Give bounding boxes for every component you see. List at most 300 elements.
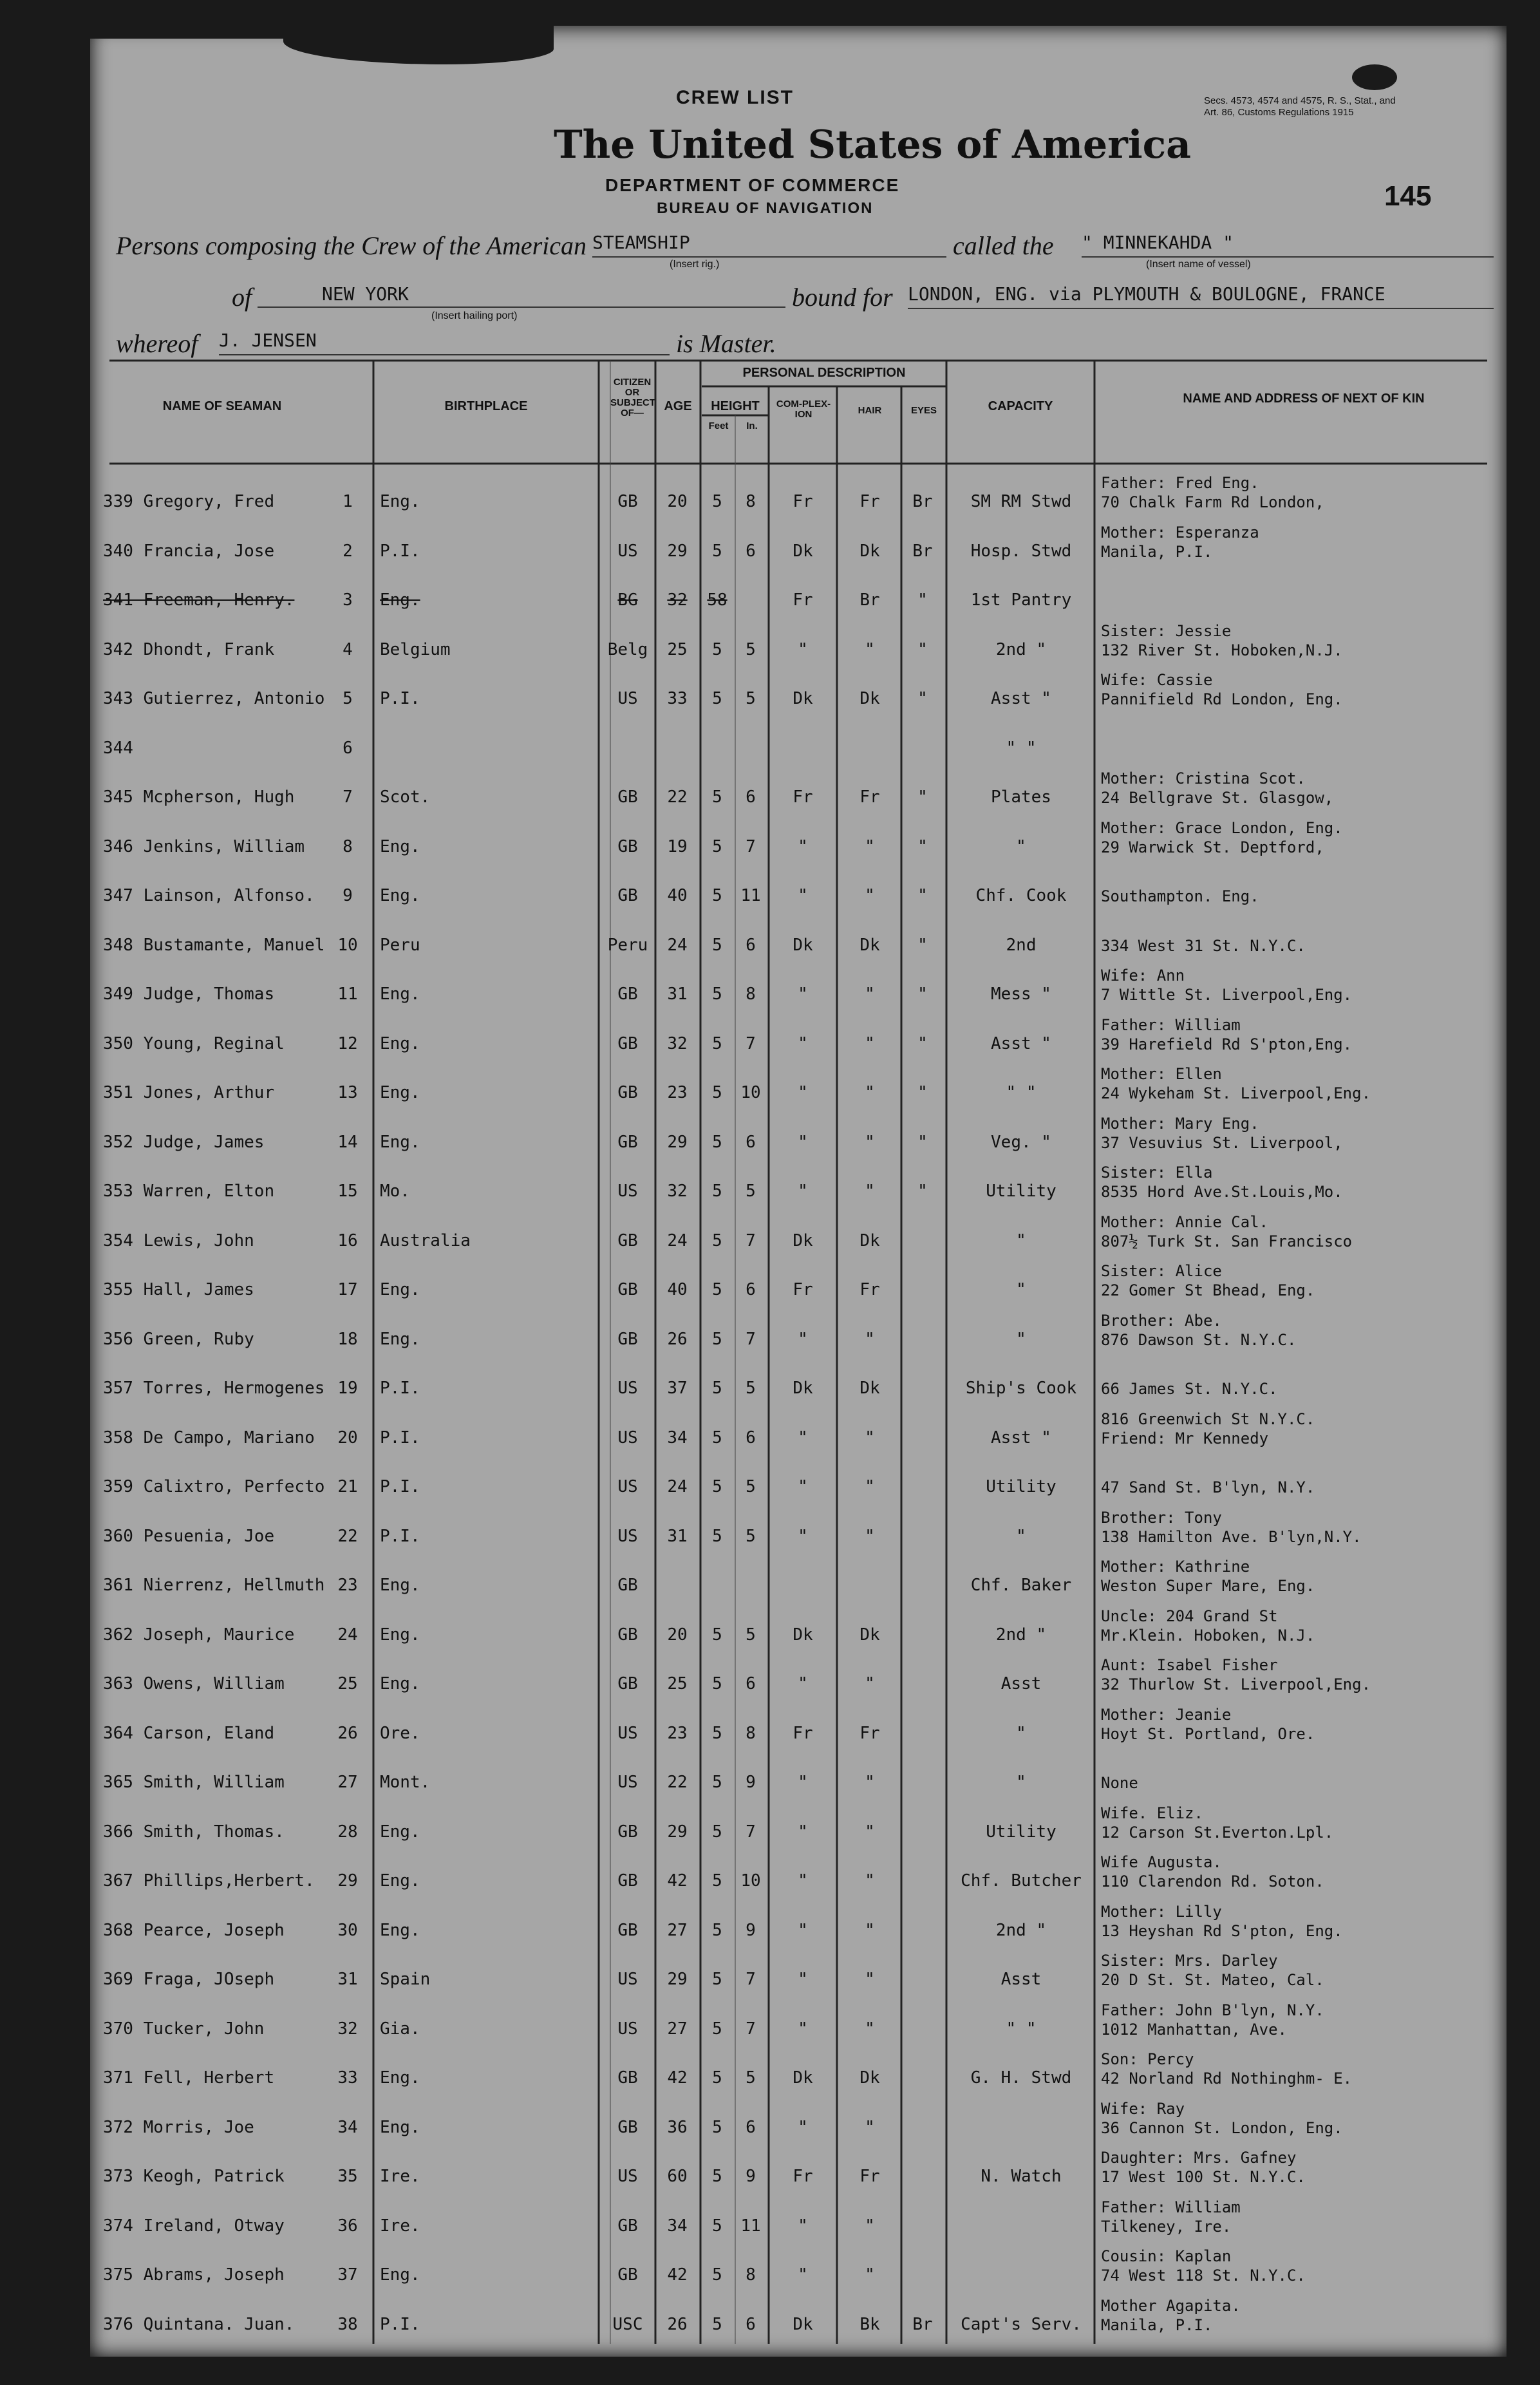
master-field: J. JENSEN: [219, 330, 670, 355]
table-row: [90, 1209, 1507, 1258]
next-of-kin-line2: 36 Cannon St. London, Eng.: [1101, 2118, 1343, 2137]
eyes: ": [917, 639, 928, 659]
table-row: [90, 1357, 1507, 1406]
birthplace: Eng.: [380, 1280, 420, 1299]
next-of-kin-line1: Mother: Jeanie: [1101, 1705, 1232, 1724]
eyes: Br: [912, 541, 933, 561]
hair: ": [865, 2019, 875, 2039]
citizenship: GB: [617, 1083, 638, 1102]
hair: ": [865, 1033, 875, 1053]
row-number: 5: [343, 689, 353, 708]
table-row: [90, 618, 1507, 667]
capacity: Asst ": [991, 1428, 1051, 1447]
seaman-name: 339 Gregory, Fred: [103, 492, 275, 511]
eyes: ": [917, 787, 928, 807]
citizenship: GB: [617, 886, 638, 905]
seaman-name: 372 Morris, Joe: [103, 2117, 254, 2137]
citizenship: GB: [617, 1132, 638, 1152]
table-row: [90, 1948, 1507, 1997]
complexion: Dk: [793, 935, 813, 955]
header-eyes: EYES: [910, 405, 937, 416]
capacity: 2nd ": [995, 1625, 1047, 1645]
next-of-kin-line2: 13 Heyshan Rd S'pton, Eng.: [1101, 1921, 1343, 1940]
row-number: 14: [337, 1132, 358, 1152]
eyes: Br: [912, 2314, 933, 2334]
header-personal: PERSONAL DESCRIPTION: [742, 366, 906, 380]
birthplace: Eng.: [380, 1083, 420, 1102]
port-field: NEW YORK: [258, 283, 785, 308]
seaman-name: 349 Judge, Thomas: [103, 985, 275, 1004]
row-number: 7: [343, 787, 353, 807]
height-feet: 5: [712, 2068, 722, 2088]
next-of-kin-line2: Manila, P.I.: [1101, 542, 1213, 561]
next-of-kin-line2: 17 West 100 St. N.Y.C.: [1101, 2168, 1306, 2186]
height-inches: 5: [746, 1379, 756, 1398]
height-feet: 5: [712, 2117, 722, 2137]
capacity: SM RM Stwd: [970, 492, 1072, 511]
age: 32: [667, 1033, 688, 1053]
citizenship: US: [617, 689, 638, 708]
hair: ": [865, 985, 875, 1004]
header-kin: NAME AND ADDRESS OF NEXT OF KIN: [1183, 391, 1425, 406]
next-of-kin-line2: 20 D St. St. Mateo, Cal.: [1101, 1971, 1324, 1989]
capacity: Hosp. Stwd: [970, 541, 1072, 561]
seaman-name: 368 Pearce, Joseph: [103, 1920, 285, 1940]
next-of-kin-line2: 12 Carson St.Everton.Lpl.: [1101, 1823, 1334, 1842]
of-label: of: [232, 283, 252, 312]
row-number: 20: [337, 1428, 358, 1447]
age: 34: [667, 1428, 688, 1447]
next-of-kin-line2: 70 Chalk Farm Rd London,: [1101, 493, 1324, 511]
seaman-name: 367 Phillips,Herbert.: [103, 1871, 315, 1890]
seaman-name: 361 Nierrenz, Hellmuth: [103, 1576, 325, 1595]
age: 23: [667, 1083, 688, 1102]
height-feet: 5: [712, 1033, 722, 1053]
complexion: ": [798, 1329, 808, 1349]
seaman-name: 347 Lainson, Alfonso.: [103, 886, 315, 905]
height-inches: 5: [746, 1182, 756, 1201]
height-inches: 6: [746, 1280, 756, 1299]
height-inches: 9: [746, 1920, 756, 1940]
complexion: ": [798, 1822, 808, 1842]
complexion: ": [798, 2265, 808, 2285]
citizenship: GB: [617, 1822, 638, 1842]
row-number: 24: [337, 1625, 358, 1645]
seaman-name: 354 Lewis, John: [103, 1230, 254, 1250]
birthplace: Ire.: [380, 2216, 420, 2236]
citizenship: US: [617, 1526, 638, 1546]
table-row: [90, 569, 1507, 617]
birthplace: Eng.: [380, 2117, 420, 2137]
citizenship: GB: [617, 1230, 638, 1250]
birthplace: Eng.: [380, 492, 420, 511]
complexion: Fr: [793, 1280, 813, 1299]
complexion: Fr: [793, 1723, 813, 1743]
row-number: 11: [337, 985, 358, 1004]
table-row: [90, 766, 1507, 815]
capacity: Chf. Butcher: [961, 1871, 1082, 1890]
age: 20: [667, 1625, 688, 1645]
table-row: [90, 1505, 1507, 1554]
next-of-kin-line2: Pannifield Rd London, Eng.: [1101, 690, 1343, 708]
next-of-kin-line1: Brother: Tony: [1101, 1508, 1222, 1527]
seaman-name: 341 Freeman, Henry.: [103, 590, 295, 610]
height-feet: 5: [712, 2265, 722, 2285]
next-of-kin-line1: Sister: Mrs. Darley: [1101, 1952, 1278, 1970]
age: 22: [667, 787, 688, 807]
next-of-kin-line2: Weston Super Mare, Eng.: [1101, 1577, 1315, 1595]
age: 25: [667, 639, 688, 659]
complexion: ": [798, 1970, 808, 1989]
hair: ": [865, 1132, 875, 1152]
height-inches: 6: [746, 787, 756, 807]
hair: Dk: [859, 935, 880, 955]
row-number: 23: [337, 1576, 358, 1595]
seaman-name: 359 Calixtro, Perfecto: [103, 1477, 325, 1496]
bound-label: bound for: [792, 283, 893, 312]
header-inches: In.: [746, 420, 758, 431]
height-inches: 9: [746, 1773, 756, 1792]
rig-field: STEAMSHIP: [592, 232, 946, 258]
bureau-title: BUREAU OF NAVIGATION: [657, 200, 874, 217]
eyes: ": [917, 689, 928, 708]
whereof-label: whereof: [116, 329, 198, 358]
age: 24: [667, 1477, 688, 1496]
birthplace: Mont.: [380, 1773, 431, 1792]
citizenship: BG: [617, 590, 638, 610]
called-label: called the: [953, 231, 1054, 260]
age: 42: [667, 2265, 688, 2285]
complexion: ": [798, 836, 808, 856]
height-feet: 5: [712, 2167, 722, 2186]
hair: Dk: [859, 2068, 880, 2088]
complexion: ": [798, 1871, 808, 1890]
age: 26: [667, 2314, 688, 2334]
complexion: Dk: [793, 1230, 813, 1250]
hair: Fr: [859, 1723, 880, 1743]
citizenship: GB: [617, 1576, 638, 1595]
complexion: ": [798, 1920, 808, 1940]
capacity: " ": [1006, 2019, 1037, 2039]
next-of-kin-line1: Mother: Esperanza: [1101, 523, 1259, 542]
age: 25: [667, 1674, 688, 1693]
next-of-kin-line1: Brother: Abe.: [1101, 1311, 1222, 1330]
row-number: 15: [337, 1182, 358, 1201]
hair: ": [865, 1970, 875, 1989]
next-of-kin-line2: 132 River St. Hoboken,N.J.: [1101, 641, 1343, 659]
row-number: 32: [337, 2019, 358, 2039]
next-of-kin-line2: 1012 Manhattan, Ave.: [1101, 2020, 1287, 2039]
height-feet: 5: [712, 1132, 722, 1152]
next-of-kin-line2: 24 Wykeham St. Liverpool,Eng.: [1101, 1084, 1371, 1102]
table-row: [90, 1012, 1507, 1061]
vessel-caption: (Insert name of vessel): [1146, 259, 1251, 270]
master-label: is Master.: [676, 329, 776, 358]
table-row: [90, 1899, 1507, 1948]
age: 22: [667, 1773, 688, 1792]
hair: ": [865, 1526, 875, 1546]
row-number: 10: [337, 935, 358, 955]
row-number: 33: [337, 2068, 358, 2088]
height-inches: 6: [746, 1132, 756, 1152]
next-of-kin-line1: Father: Fred Eng.: [1101, 474, 1259, 492]
seaman-name: 357 Torres, Hermogenes: [103, 1379, 325, 1398]
height-feet: 5: [712, 1970, 722, 1989]
next-of-kin-line1: Mother Agapita.: [1101, 2296, 1241, 2315]
next-of-kin-line1: Sister: Alice: [1101, 1262, 1222, 1280]
hair: ": [865, 1428, 875, 1447]
complexion: Dk: [793, 2314, 813, 2334]
header-capacity: CAPACITY: [988, 399, 1053, 413]
eyes: ": [917, 1083, 928, 1102]
height-feet: 5: [712, 1182, 722, 1201]
capacity: ": [1016, 1280, 1026, 1299]
citizenship: US: [617, 2167, 638, 2186]
height-inches: 9: [746, 2167, 756, 2186]
birthplace: Ore.: [380, 1723, 420, 1743]
capacity: Ship's Cook: [965, 1379, 1077, 1398]
table-row: [90, 2243, 1507, 2292]
row-number: 6: [343, 738, 353, 758]
row-number: 16: [337, 1230, 358, 1250]
height-inches: 7: [746, 2019, 756, 2039]
age: 60: [667, 2167, 688, 2186]
capacity: ": [1016, 836, 1026, 856]
capacity: Chf. Cook: [975, 886, 1067, 905]
height-feet: 5: [712, 541, 722, 561]
citizenship: GB: [617, 1871, 638, 1890]
height-inches: 5: [746, 639, 756, 659]
next-of-kin-line2: 807½ Turk St. San Francisco: [1101, 1232, 1353, 1250]
next-of-kin-line2: 74 West 118 St. N.Y.C.: [1101, 2267, 1306, 2285]
height-feet: 5: [712, 836, 722, 856]
table-row: [90, 1258, 1507, 1307]
age: 24: [667, 935, 688, 955]
birthplace: Eng.: [380, 1920, 420, 1940]
hair: ": [865, 1477, 875, 1496]
citizenship: US: [617, 541, 638, 561]
height-inches: 8: [746, 492, 756, 511]
birthplace: P.I.: [380, 1428, 420, 1447]
capacity: G. H. Stwd: [970, 2068, 1072, 2088]
row-number: 17: [337, 1280, 358, 1299]
height-feet: 5: [712, 1920, 722, 1940]
complexion: ": [798, 639, 808, 659]
birthplace: P.I.: [380, 1526, 420, 1546]
height-feet: 5: [712, 1428, 722, 1447]
height-inches: 7: [746, 1822, 756, 1842]
next-of-kin-line2: Friend: Mr Kennedy: [1101, 1429, 1269, 1447]
birthplace: Ire.: [380, 2167, 420, 2186]
height-inches: 6: [746, 2314, 756, 2334]
torn-edge: [283, 26, 554, 64]
height-inches: 6: [746, 2117, 756, 2137]
complexion: ": [798, 1477, 808, 1496]
seaman-name: 373 Keogh, Patrick: [103, 2167, 285, 2186]
citizenship: GB: [617, 836, 638, 856]
capacity: N. Watch: [981, 2167, 1062, 2186]
row-number: 21: [337, 1477, 358, 1496]
complexion: ": [798, 1674, 808, 1693]
height-inches: 10: [740, 1871, 761, 1890]
age: 20: [667, 492, 688, 511]
vessel-field: " MINNEKAHDA ": [1082, 232, 1494, 258]
table-row: [90, 1997, 1507, 2046]
capacity: ": [1016, 1329, 1026, 1349]
height-feet: 5: [712, 1625, 722, 1645]
next-of-kin-line1: Father: John B'lyn, N.Y.: [1101, 2001, 1324, 2019]
table-row: [90, 2096, 1507, 2145]
table-row: [90, 1800, 1507, 1849]
birthplace: Eng.: [380, 1329, 420, 1349]
capacity: " ": [1006, 738, 1037, 758]
table-row: [90, 1160, 1507, 1209]
next-of-kin-line2: 22 Gomer St Bhead, Eng.: [1101, 1281, 1315, 1299]
birthplace: Gia.: [380, 2019, 420, 2039]
height-inches: 5: [746, 1526, 756, 1546]
table-row: [90, 1702, 1507, 1751]
next-of-kin-line2: 876 Dawson St. N.Y.C.: [1101, 1330, 1297, 1349]
next-of-kin-line2: Southampton. Eng.: [1101, 887, 1259, 905]
capacity: Asst ": [991, 1033, 1051, 1053]
next-of-kin-line2: 66 James St. N.Y.C.: [1101, 1380, 1278, 1398]
birthplace: Eng.: [380, 836, 420, 856]
seaman-name: 344: [103, 738, 133, 758]
header-feet: Feet: [708, 420, 729, 431]
seaman-name: 370 Tucker, John: [103, 2019, 265, 2039]
seaman-name: 375 Abrams, Joseph: [103, 2265, 285, 2285]
next-of-kin-line1: Mother: Grace London, Eng.: [1101, 818, 1343, 837]
hair: Dk: [859, 1230, 880, 1250]
next-of-kin-line1: Sister: Ella: [1101, 1164, 1213, 1182]
crew-list-sheet: [90, 26, 1507, 2357]
seaman-name: 340 Francia, Jose: [103, 541, 275, 561]
complexion: Fr: [793, 492, 813, 511]
eyes: ": [917, 590, 928, 610]
complexion: Dk: [793, 541, 813, 561]
next-of-kin-line1: Mother: Cristina Scot.: [1101, 769, 1306, 787]
table-row: [90, 815, 1507, 864]
next-of-kin-line1: Mother: Mary Eng.: [1101, 1114, 1259, 1133]
birthplace: Scot.: [380, 787, 431, 807]
height-inches: 6: [746, 935, 756, 955]
birthplace: Spain: [380, 1970, 431, 1989]
age: 29: [667, 1970, 688, 1989]
row-number: 34: [337, 2117, 358, 2137]
capacity: Plates: [991, 787, 1051, 807]
age: 37: [667, 1379, 688, 1398]
header-height: HEIGHT: [711, 399, 760, 413]
hair: Fr: [859, 492, 880, 511]
birthplace: Eng.: [380, 1132, 420, 1152]
destination-field: LONDON, ENG. via PLYMOUTH & BOULOGNE, FRANCE: [908, 283, 1494, 309]
age: 42: [667, 2068, 688, 2088]
seaman-name: 364 Carson, Eland: [103, 1723, 275, 1743]
complexion: ": [798, 1083, 808, 1102]
age: 24: [667, 1230, 688, 1250]
height-feet: 5: [712, 1477, 722, 1496]
row-number: 12: [337, 1033, 358, 1053]
height-feet: 5: [712, 1329, 722, 1349]
citizenship: GB: [617, 1033, 638, 1053]
next-of-kin-line1: Uncle: 204 Grand St: [1101, 1607, 1278, 1625]
birthplace: Peru: [380, 935, 420, 955]
citizenship: GB: [617, 492, 638, 511]
next-of-kin-line1: Mother: Ellen: [1101, 1065, 1222, 1083]
table-row: [90, 963, 1507, 1012]
citizenship: GB: [617, 985, 638, 1004]
next-of-kin-line1: Wife: Ann: [1101, 966, 1185, 985]
next-of-kin-line2: Tilkeney, Ire.: [1101, 2217, 1232, 2236]
next-of-kin-line2: Hoyt St. Portland, Ore.: [1101, 1724, 1315, 1743]
row-number: 8: [343, 836, 353, 856]
age: 33: [667, 689, 688, 708]
citizenship: GB: [617, 2216, 638, 2236]
complexion: Dk: [793, 1379, 813, 1398]
citizenship: US: [617, 1723, 638, 1743]
height-inches: 5: [746, 2068, 756, 2088]
next-of-kin-line1: Wife Augusta.: [1101, 1853, 1222, 1871]
next-of-kin-line2: 47 Sand St. B'lyn, N.Y.: [1101, 1478, 1315, 1496]
hair: ": [865, 2216, 875, 2236]
age: 29: [667, 1822, 688, 1842]
next-of-kin-line2: 37 Vesuvius St. Liverpool,: [1101, 1133, 1343, 1152]
hair: Dk: [859, 1379, 880, 1398]
hair: ": [865, 1871, 875, 1890]
seaman-name: 376 Quintana. Juan.: [103, 2314, 295, 2334]
height-feet: 5: [712, 1723, 722, 1743]
seaman-name: 374 Ireland, Otway: [103, 2216, 285, 2236]
header-birthplace: BIRTHPLACE: [444, 399, 528, 413]
height-feet: 5: [712, 2019, 722, 2039]
table-row: [90, 1751, 1507, 1800]
page-number: 145: [1384, 180, 1432, 212]
hair: Dk: [859, 1625, 880, 1645]
age: 26: [667, 1329, 688, 1349]
table-row: [90, 1406, 1507, 1455]
height-inches: 10: [740, 1083, 761, 1102]
hair: ": [865, 1083, 875, 1102]
table-row: [90, 2293, 1507, 2342]
citizenship: GB: [617, 2265, 638, 2285]
seaman-name: 352 Judge, James: [103, 1132, 265, 1152]
torn-edge: [90, 26, 283, 39]
table-row: [90, 1308, 1507, 1357]
table-row: [90, 1111, 1507, 1160]
age: 31: [667, 985, 688, 1004]
age: 34: [667, 2216, 688, 2236]
complexion: Dk: [793, 689, 813, 708]
seaman-name: 369 Fraga, JOseph: [103, 1970, 275, 1989]
statute-line: Art. 86, Customs Regulations 1915: [1204, 107, 1354, 118]
persons-label: Persons composing the Crew of the American: [116, 231, 587, 260]
capacity: ": [1016, 1723, 1026, 1743]
next-of-kin-line2: 42 Norland Rd Nothinghm- E.: [1101, 2069, 1353, 2088]
table-row: [90, 520, 1507, 569]
seaman-name: 366 Smith, Thomas.: [103, 1822, 285, 1842]
hair: ": [865, 1773, 875, 1792]
capacity: Capt's Serv.: [961, 2314, 1082, 2334]
row-number: 9: [343, 886, 353, 905]
row-number: 36: [337, 2216, 358, 2236]
age: 40: [667, 886, 688, 905]
age: 32: [667, 590, 688, 610]
citizenship: GB: [617, 1674, 638, 1693]
citizenship: Peru: [607, 935, 648, 955]
height-feet: 5: [712, 1674, 722, 1693]
birthplace: Eng.: [380, 1033, 420, 1053]
row-number: 31: [337, 1970, 358, 1989]
